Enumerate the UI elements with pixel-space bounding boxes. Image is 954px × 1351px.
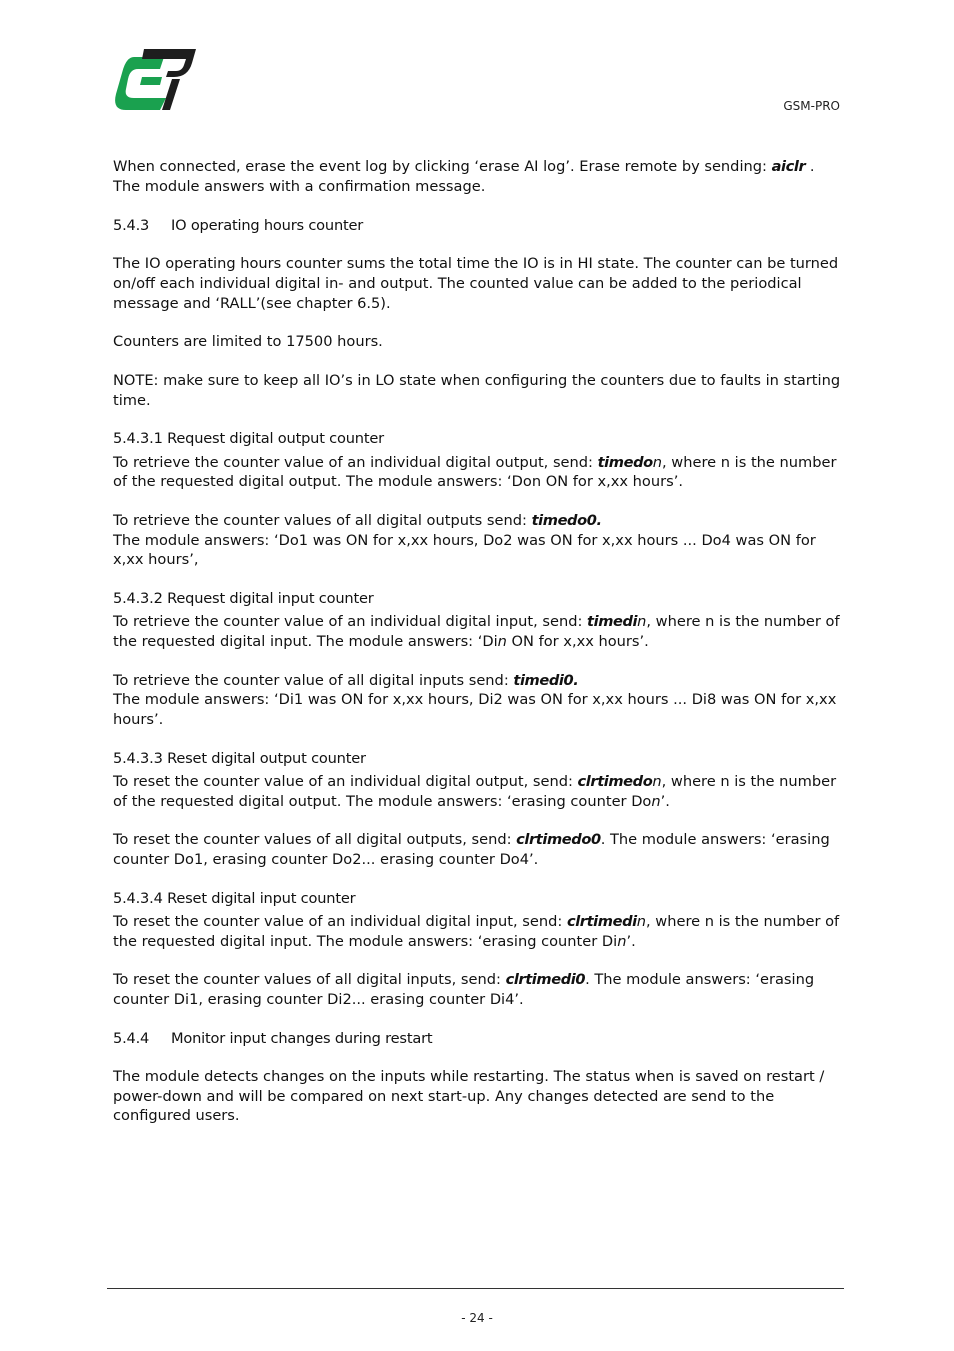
paragraph: [113, 453, 843, 492]
intro-text: When connected, erase the event log by clicking ‘erase AI log’. Erase remote by sending:: [113, 158, 772, 175]
variable-n: n: [652, 772, 662, 790]
variable-n: n: [637, 613, 647, 631]
text: ’.: [626, 932, 636, 950]
paragraph: The module detects changes on the inputs while restarting. The status when is saved on restart / power-down and will be compared on next start-up. Any changes detected are send to the configured users.: [113, 1068, 825, 1125]
section-heading-5-4-3-3: 5.4.3.3 Reset digital output counter: [113, 749, 366, 767]
document-id: GSM-PRO: [783, 99, 840, 113]
command-timedi0: timedi0.: [513, 671, 579, 689]
footer-divider: [107, 1288, 844, 1289]
paragraph: [113, 511, 843, 531]
text: ON for x,xx hours’.: [506, 632, 649, 650]
page-number: - 24 -: [461, 1311, 493, 1325]
section-title: Monitor input changes during restart: [171, 1029, 433, 1047]
command-timedo: timedo: [597, 453, 653, 471]
text: , where n is the number of the requested digital input. The module answers: ‘erasing counter Di: [113, 912, 840, 950]
variable-n: n: [651, 792, 661, 810]
text: To retrieve the counter values of all digital outputs send:: [113, 511, 532, 529]
page-content: [113, 157, 843, 1126]
section-number: 5.4.4: [113, 1029, 150, 1047]
paragraph: [113, 970, 843, 1009]
text: To reset the counter value of an individual digital input, send:: [113, 912, 567, 930]
paragraph: [113, 912, 843, 951]
text: To retrieve the counter value of an individual digital input, send:: [113, 613, 588, 631]
section-heading-5-4-3-4: 5.4.3.4 Reset digital input counter: [113, 889, 356, 907]
text: ’.: [660, 792, 670, 810]
text: , where n is the number of the requested digital output. The module answers: ‘Don ON for x,xx hours’.: [113, 453, 837, 491]
variable-n: n: [652, 453, 663, 471]
paragraph: [113, 772, 843, 811]
section-heading-5-4-3-1: 5.4.3.1 Request digital output counter: [113, 430, 384, 448]
text: To reset the counter value of an individual digital output, send:: [113, 772, 578, 790]
command-clrtimedo0: clrtimedo0: [516, 831, 601, 849]
paragraph: NOTE: make sure to keep all IO’s in LO state when configuring the counters due to faults in starting time.: [113, 371, 841, 409]
section-number: 5.4.3: [113, 216, 150, 234]
text: . The module answers: ‘erasing counter Do1, erasing counter Do2... erasing counter Do4’.: [113, 831, 830, 869]
command-aiclr: aiclr: [771, 158, 806, 175]
text: , where n is the number of the requested digital output. The module answers: ‘erasing counter Do: [113, 772, 837, 810]
command-clrtimedo: clrtimedo: [577, 772, 653, 790]
intro-paragraph: [113, 157, 843, 196]
company-logo: [114, 49, 196, 111]
variable-n: n: [617, 932, 627, 950]
paragraph: The IO operating hours counter sums the total time the IO is in HI state. The counter can be turned on/off each individual digital in- and output. The counted value can be added to the periodical message and ‘RALL’(see chapter 6.5).: [113, 255, 839, 312]
variable-n: n: [497, 632, 507, 650]
section-title: IO operating hours counter: [171, 216, 364, 234]
paragraph: The module answers: ‘Di1 was ON for x,xx hours, Di2 was ON for x,xx hours ... Di8 was ON for x,xx hours’.: [113, 691, 837, 729]
logo-green-shape: [115, 57, 166, 110]
section-heading-5-4-3-2: 5.4.3.2 Request digital input counter: [113, 590, 374, 608]
intro-text-end: . The module answers with a confirmation message.: [113, 158, 815, 195]
paragraph: [113, 671, 843, 691]
paragraph: Counters are limited to 17500 hours.: [113, 333, 383, 351]
variable-n: n: [636, 912, 646, 930]
section-heading-5-4-3: [113, 216, 843, 236]
command-timedi: timedi: [587, 613, 638, 631]
command-timedo0: timedo0.: [531, 511, 602, 529]
text: , where n is the number of the requested digital input. The module answers: ‘Di: [113, 613, 840, 650]
text: To retrieve the counter value of all digital inputs send:: [113, 671, 514, 689]
section-heading-5-4-4: [113, 1029, 843, 1049]
command-clrtimedi0: clrtimedi0: [505, 971, 586, 989]
paragraph: [113, 612, 843, 651]
command-clrtimedi: clrtimedi: [566, 912, 637, 930]
paragraph: [113, 830, 843, 869]
text: To reset the counter values of all digital inputs, send:: [113, 971, 506, 989]
text: To retrieve the counter value of an individual digital output, send:: [113, 453, 598, 471]
paragraph: The module answers: ‘Do1 was ON for x,xx hours, Do2 was ON for x,xx hours ... Do4 was ON for x,xx hours’,: [113, 531, 816, 569]
text: To reset the counter values of all digital outputs, send:: [113, 831, 517, 849]
text: . The module answers: ‘erasing counter Di1, erasing counter Di2... erasing counter Di4’.: [113, 971, 815, 1009]
